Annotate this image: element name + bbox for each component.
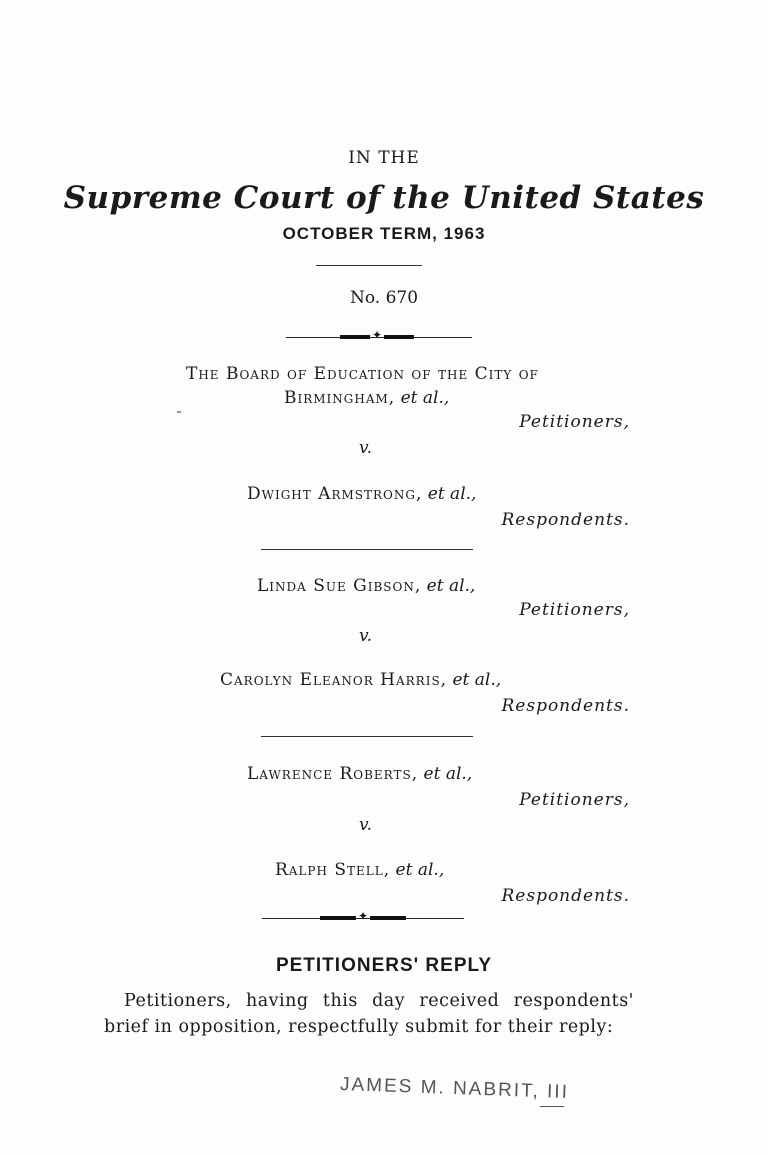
ornament-divider: ✦ bbox=[286, 333, 472, 343]
case3-petitioner-etal: et al., bbox=[423, 764, 473, 784]
case1-respondent bbox=[247, 484, 476, 504]
case-number: No. 670 bbox=[349, 288, 419, 308]
signature: JAMES M. NABRIT, III bbox=[339, 1074, 570, 1103]
case2-petitioner bbox=[257, 576, 475, 596]
case-separator-1 bbox=[261, 549, 473, 550]
court-title: Supreme Court of the United States bbox=[63, 180, 705, 216]
term-label: OCTOBER TERM, 1963 bbox=[282, 224, 486, 243]
case2-respondent bbox=[220, 670, 501, 690]
case1-respondent-name: Dwight Armstrong, bbox=[247, 484, 423, 504]
signature-underline bbox=[540, 1106, 564, 1107]
case3-respondent-name: Ralph Stell, bbox=[275, 860, 391, 880]
case3-petitioner bbox=[247, 764, 472, 784]
in-the-label: IN THE bbox=[348, 148, 420, 168]
case3-petitioner-role: Petitioners, bbox=[519, 790, 630, 810]
case2-petitioner-etal: et al., bbox=[426, 576, 476, 596]
case1-petitioner-line2 bbox=[284, 388, 449, 408]
reply-heading: PETITIONERS' REPLY bbox=[275, 955, 493, 976]
case1-versus: v. bbox=[359, 438, 372, 458]
ornament-divider-2: ✦ bbox=[262, 914, 464, 924]
case2-respondent-name: Carolyn Eleanor Harris, bbox=[220, 670, 448, 690]
case1-petitioner-role: Petitioners, bbox=[519, 412, 630, 432]
case1-petitioner-line1: The Board of Education of the City of bbox=[186, 364, 539, 384]
case3-petitioner-name: Lawrence Roberts, bbox=[247, 764, 419, 784]
case3-respondent-etal: et al., bbox=[395, 860, 445, 880]
case3-versus: v. bbox=[359, 815, 372, 835]
case1-respondent-etal: et al., bbox=[427, 484, 477, 504]
case2-respondent-role: Respondents. bbox=[501, 696, 630, 716]
scan-speck bbox=[177, 411, 181, 413]
reply-body: Petitioners, having this day received respondents' brief in opposition, respectfully submit for their reply: bbox=[104, 991, 634, 1037]
case1-respondent-role: Respondents. bbox=[501, 510, 630, 530]
case2-petitioner-role: Petitioners, bbox=[519, 600, 630, 620]
case1-petitioner-etal: et al., bbox=[400, 388, 450, 408]
divider-rule bbox=[316, 265, 422, 266]
case2-petitioner-name: Linda Sue Gibson, bbox=[257, 576, 422, 596]
case3-respondent-role: Respondents. bbox=[501, 886, 630, 906]
case1-petitioner-name: Birmingham, bbox=[284, 388, 396, 408]
case-separator-2 bbox=[261, 736, 473, 737]
case2-respondent-etal: et al., bbox=[452, 670, 502, 690]
case3-respondent bbox=[275, 860, 444, 880]
case2-versus: v. bbox=[359, 626, 372, 646]
